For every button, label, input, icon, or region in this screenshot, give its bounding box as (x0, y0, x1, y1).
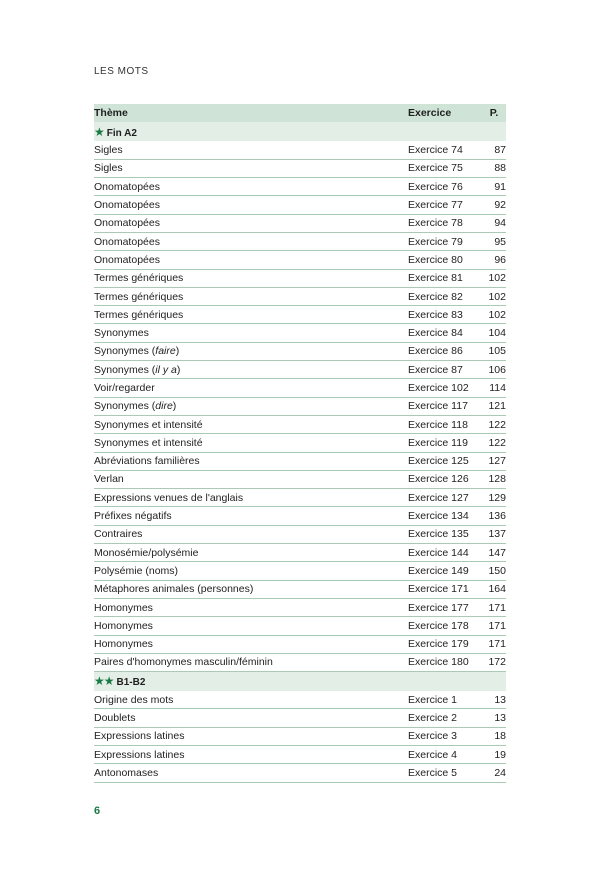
exercise-cell: Exercice 78 (408, 214, 482, 232)
theme-text: Métaphores animales (personnes) (94, 583, 254, 596)
theme-text: Synonymes ( (94, 363, 156, 376)
theme-cell (94, 397, 408, 415)
exercise-cell: Exercice 81 (408, 269, 482, 287)
theme-text: Sigles (94, 162, 123, 175)
table-row (94, 653, 506, 671)
exercise-cell: Exercice 87 (408, 361, 482, 379)
table-row (94, 232, 506, 250)
table-row (94, 287, 506, 305)
page-cell: 136 (482, 507, 506, 525)
page-cell: 95 (482, 232, 506, 250)
page-cell: 137 (482, 525, 506, 543)
theme-cell (94, 764, 408, 782)
table-row (94, 507, 506, 525)
theme-cell (94, 580, 408, 598)
theme-cell (94, 379, 408, 397)
theme-cell (94, 709, 408, 727)
theme-cell (94, 562, 408, 580)
table-row (94, 691, 506, 709)
exercise-cell: Exercice 5 (408, 764, 482, 782)
theme-text: Contraires (94, 528, 143, 541)
theme-cell (94, 507, 408, 525)
table-row (94, 434, 506, 452)
table-row (94, 580, 506, 598)
theme-cell (94, 196, 408, 214)
exercise-cell: Exercice 76 (408, 178, 482, 196)
table-row (94, 251, 506, 269)
theme-cell (94, 635, 408, 653)
theme-text-after: ) (172, 400, 177, 413)
theme-cell (94, 232, 408, 250)
exercise-cell: Exercice 84 (408, 324, 482, 342)
theme-text: Doublets (94, 712, 136, 725)
page-cell: 105 (482, 342, 506, 360)
level-label: B1-B2 (116, 677, 146, 689)
theme-cell (94, 653, 408, 671)
level-row (94, 672, 506, 691)
page-cell: 102 (482, 269, 506, 287)
exercise-cell: Exercice 127 (408, 489, 482, 507)
theme-cell (94, 141, 408, 159)
exercise-cell: Exercice 75 (408, 159, 482, 177)
page-cell: 102 (482, 306, 506, 324)
theme-text: Onomatopées (94, 180, 160, 193)
page-cell: 128 (482, 470, 506, 488)
theme-italic-text: dire (155, 400, 173, 413)
theme-cell (94, 727, 408, 745)
exercise-cell: Exercice 83 (408, 306, 482, 324)
theme-text-after: ) (175, 345, 180, 358)
exercise-cell: Exercice 3 (408, 727, 482, 745)
page-cell: 171 (482, 598, 506, 616)
exercise-cell: Exercice 178 (408, 617, 482, 635)
theme-cell (94, 434, 408, 452)
running-head: LES MOTS (94, 66, 149, 77)
page-cell: 164 (482, 580, 506, 598)
page-cell: 127 (482, 452, 506, 470)
theme-cell (94, 617, 408, 635)
page-cell: 13 (482, 709, 506, 727)
exercise-cell: Exercice 135 (408, 525, 482, 543)
theme-text: Préfixes négatifs (94, 510, 172, 523)
level-label: Fin A2 (106, 127, 137, 139)
exercise-cell: Exercice 125 (408, 452, 482, 470)
table-row (94, 379, 506, 397)
star-icon: ★ (94, 124, 104, 139)
page-cell: 91 (482, 178, 506, 196)
page-cell: 147 (482, 544, 506, 562)
theme-text: Homonymes (94, 619, 153, 632)
table-row (94, 709, 506, 727)
theme-cell (94, 342, 408, 360)
theme-text: Onomatopées (94, 253, 160, 266)
theme-cell (94, 544, 408, 562)
page-cell: 129 (482, 489, 506, 507)
page-cell: 106 (482, 361, 506, 379)
star-icon: ★★ (94, 674, 114, 689)
table-row (94, 196, 506, 214)
theme-text: Synonymes (94, 327, 149, 340)
theme-cell (94, 691, 408, 709)
table-row (94, 141, 506, 159)
theme-text-after: ) (176, 363, 181, 376)
table-row (94, 452, 506, 470)
exercise-cell: Exercice 80 (408, 251, 482, 269)
exercise-cell: Exercice 118 (408, 415, 482, 433)
level-cell (94, 122, 506, 141)
header-page: P. (489, 107, 499, 119)
theme-cell (94, 361, 408, 379)
page-cell: 92 (482, 196, 506, 214)
theme-text: Synonymes et intensité (94, 418, 203, 431)
table-row (94, 361, 506, 379)
table-row (94, 159, 506, 177)
table-row (94, 489, 506, 507)
exercise-cell: Exercice 79 (408, 232, 482, 250)
table-row (94, 598, 506, 616)
theme-cell (94, 452, 408, 470)
table-row (94, 617, 506, 635)
exercise-cell: Exercice 82 (408, 287, 482, 305)
level-cell (94, 672, 506, 691)
table-row (94, 635, 506, 653)
theme-italic-text: faire (155, 345, 176, 358)
table-row (94, 470, 506, 488)
header-theme: Thème (94, 107, 128, 119)
theme-text: Synonymes et intensité (94, 436, 203, 449)
page-cell: 19 (482, 746, 506, 764)
theme-cell (94, 251, 408, 269)
table-row (94, 178, 506, 196)
theme-text: Synonymes ( (94, 400, 156, 413)
page-number: 6 (94, 805, 101, 817)
header-exercise: Exercice (408, 107, 452, 119)
theme-cell (94, 598, 408, 616)
theme-text: Monosémie/polysémie (94, 546, 199, 559)
exercise-cell: Exercice 74 (408, 141, 482, 159)
theme-cell (94, 269, 408, 287)
theme-text: Paires d'homonymes masculin/féminin (94, 656, 273, 669)
page-cell: 122 (482, 434, 506, 452)
theme-cell (94, 159, 408, 177)
table-row (94, 746, 506, 764)
table-row (94, 397, 506, 415)
theme-text: Onomatopées (94, 235, 160, 248)
exercise-cell: Exercice 86 (408, 342, 482, 360)
table-row (94, 562, 506, 580)
exercise-cell: Exercice 117 (408, 397, 482, 415)
table-row (94, 525, 506, 543)
page-cell: 87 (482, 141, 506, 159)
table-row (94, 415, 506, 433)
exercise-cell: Exercice 177 (408, 598, 482, 616)
theme-text: Expressions latines (94, 730, 185, 743)
theme-text: Expressions latines (94, 748, 185, 761)
page-cell: 24 (482, 764, 506, 782)
theme-text: Polysémie (noms) (94, 564, 179, 577)
theme-cell (94, 746, 408, 764)
page-cell: 172 (482, 653, 506, 671)
exercise-cell: Exercice 134 (408, 507, 482, 525)
table-row (94, 764, 506, 782)
page-cell: 96 (482, 251, 506, 269)
level-row (94, 122, 506, 141)
table-row (94, 324, 506, 342)
table-row (94, 269, 506, 287)
theme-text: Voir/regarder (94, 382, 155, 394)
exercise-index-table (94, 104, 506, 783)
theme-text: Termes génériques (94, 308, 184, 321)
exercise-cell: Exercice 144 (408, 544, 482, 562)
page-cell: 13 (482, 691, 506, 709)
exercise-cell: Exercice 4 (408, 746, 482, 764)
theme-cell (94, 415, 408, 433)
table-row (94, 544, 506, 562)
theme-text: Onomatopées (94, 217, 160, 230)
exercise-cell: Exercice 171 (408, 580, 482, 598)
table-row (94, 306, 506, 324)
theme-cell (94, 489, 408, 507)
theme-italic-text: il y a (155, 363, 177, 376)
theme-text: Verlan (94, 473, 124, 486)
theme-text: Synonymes ( (94, 345, 156, 358)
theme-text: Homonymes (94, 638, 153, 651)
page-cell: 171 (482, 635, 506, 653)
exercise-cell: Exercice 2 (408, 709, 482, 727)
theme-text: Homonymes (94, 601, 153, 614)
page-cell: 114 (482, 379, 506, 397)
theme-text: Origine des mots (94, 693, 174, 706)
theme-text: Expressions venues de l'anglais (94, 491, 244, 504)
page-cell: 88 (482, 159, 506, 177)
table-row (94, 727, 506, 745)
page-cell: 122 (482, 415, 506, 433)
page-cell: 150 (482, 562, 506, 580)
table-row (94, 342, 506, 360)
theme-cell (94, 287, 408, 305)
exercise-cell: Exercice 119 (408, 434, 482, 452)
exercise-cell: Exercice 126 (408, 470, 482, 488)
page-cell: 104 (482, 324, 506, 342)
theme-cell (94, 525, 408, 543)
exercise-cell: Exercice 180 (408, 653, 482, 671)
theme-text: Termes génériques (94, 272, 184, 285)
table-row (94, 214, 506, 232)
page-cell: 102 (482, 287, 506, 305)
theme-text: Abréviations familières (94, 455, 200, 468)
exercise-cell: Exercice 1 (408, 691, 482, 709)
theme-cell (94, 178, 408, 196)
page-cell: 94 (482, 214, 506, 232)
table-body (94, 122, 506, 782)
theme-text: Antonomases (94, 766, 159, 779)
exercise-cell: Exercice 149 (408, 562, 482, 580)
table-header-row (94, 104, 506, 122)
theme-cell (94, 470, 408, 488)
page-cell: 121 (482, 397, 506, 415)
theme-cell (94, 306, 408, 324)
page-cell: 171 (482, 617, 506, 635)
theme-text: Termes génériques (94, 290, 184, 303)
theme-text: Onomatopées (94, 199, 160, 212)
theme-cell (94, 324, 408, 342)
theme-text: Sigles (94, 143, 123, 156)
page-cell: 18 (482, 727, 506, 745)
exercise-cell: Exercice 77 (408, 196, 482, 214)
theme-cell (94, 214, 408, 232)
exercise-cell: Exercice 179 (408, 635, 482, 653)
exercise-cell: Exercice 102 (408, 379, 482, 397)
